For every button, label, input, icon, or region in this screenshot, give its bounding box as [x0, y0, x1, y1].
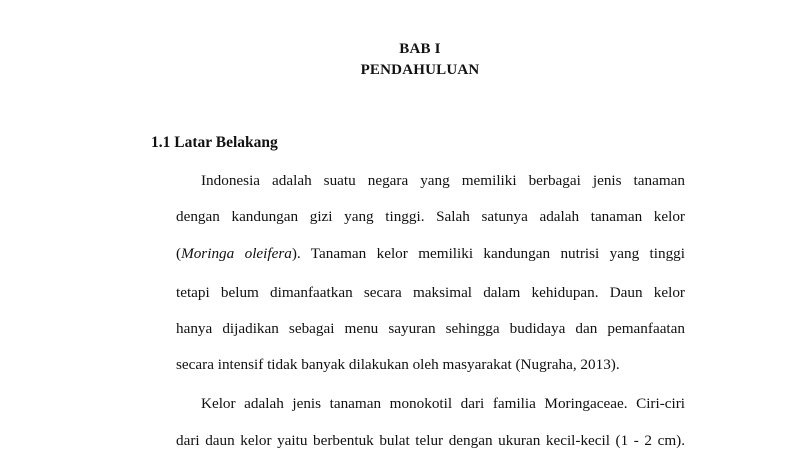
paren-open: ( [176, 245, 182, 262]
section-heading: 1.1 Latar Belakang [151, 134, 278, 151]
paragraph-line-3 [176, 245, 685, 263]
scientific-name: Moringa oleifera [181, 245, 292, 262]
line-3-rest: ). Tanaman kelor memiliki kandungan nutrisi yang tinggi [291, 245, 685, 262]
paragraph2-line-1: Kelor adalah jenis tanaman monokotil dari familia Moringaceae. Ciri-ciri [201, 395, 685, 412]
paragraph2-line-2: dari daun kelor yaitu berbentuk bulat telur dengan ukuran kecil-kecil (1 - 2 cm). [176, 432, 685, 449]
paragraph-line-4: tetapi belum dimanfaatkan secara maksimal dalam kehidupan. Daun kelor [176, 284, 685, 301]
paragraph-line-5: hanya dijadikan sebagai menu sayuran sehingga budidaya dan pemanfaatan [176, 320, 685, 337]
paragraph-line-6: secara intensif tidak banyak dilakukan oleh masyarakat (Nugraha, 2013). [176, 356, 620, 373]
paragraph-line-2: dengan kandungan gizi yang tinggi. Salah satunya adalah tanaman kelor [176, 208, 685, 225]
paragraph-line-1: Indonesia adalah suatu negara yang memiliki berbagai jenis tanaman [201, 172, 685, 189]
chapter-title: PENDAHULUAN [360, 62, 480, 78]
chapter-number: BAB I [399, 41, 441, 57]
